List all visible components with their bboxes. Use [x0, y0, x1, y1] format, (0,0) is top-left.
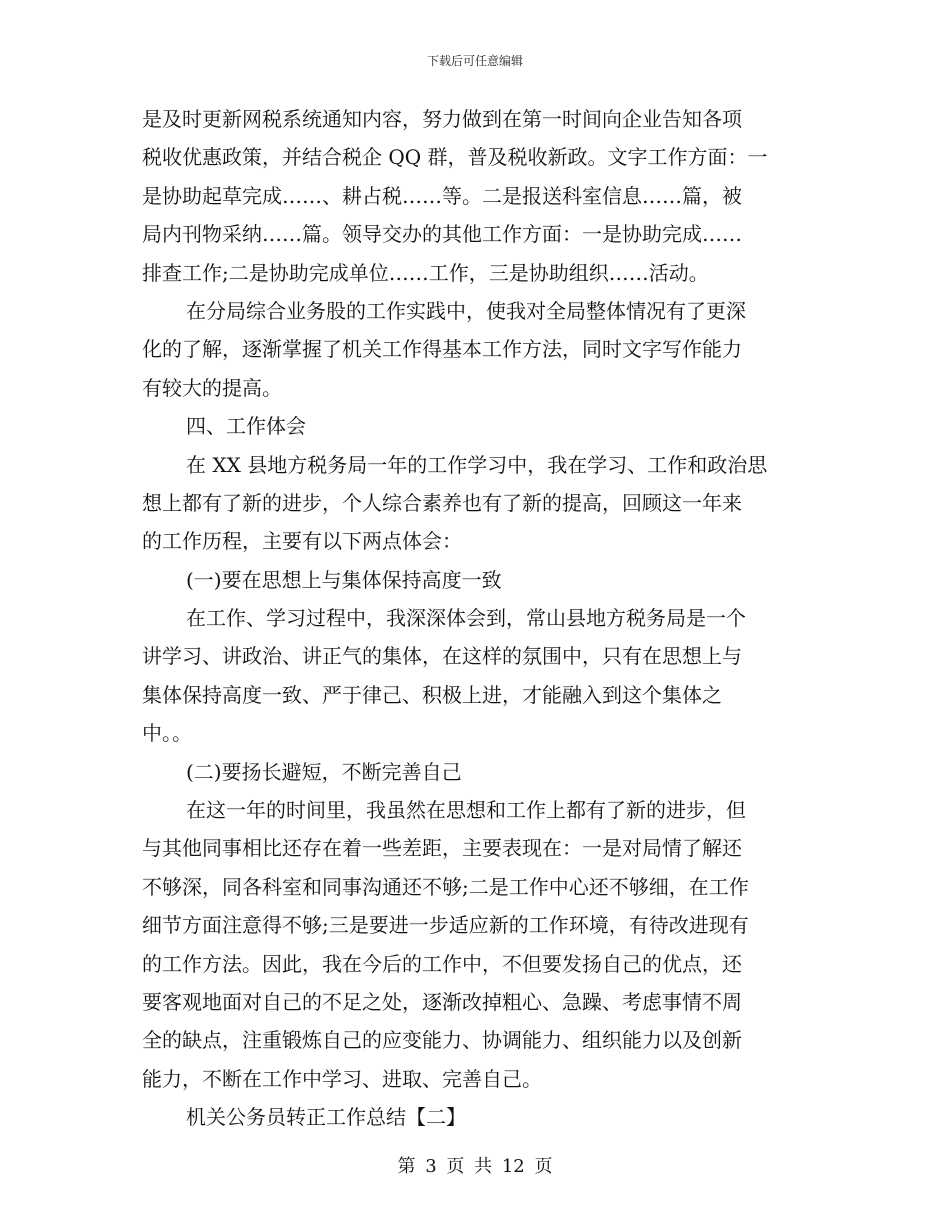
text-line: 排查工作;二是协助完成单位……工作，三是协助组织……活动。	[142, 260, 709, 285]
text-line: 的工作历程，主要有以下两点体会：	[142, 529, 462, 554]
text-line: 不够深，同各科室和同事沟通还不够;二是工作中心还不够细，在工作	[142, 874, 749, 899]
text-line: 集体保持高度一致、严于律己、积极上进，才能融入到这个集体之	[142, 682, 722, 707]
paragraph	[142, 1098, 810, 1136]
text-line: 要客观地面对自己的不足之处，逐渐改掉粗心、急躁、考虑事情不周	[142, 989, 742, 1014]
text-line: 在工作、学习过程中，我深深体会到，常山县地方税务局是一个	[186, 606, 746, 631]
text-line: 中。。	[142, 721, 192, 746]
paragraph	[142, 292, 810, 407]
text-line: 细节方面注意得不够;三是要进一步适应新的工作环境，有待改进现有	[142, 913, 749, 938]
paragraph	[142, 599, 810, 753]
text-line: 局内刊物采纳……篇。领导交办的其他工作方面：一是协助完成……	[142, 222, 742, 247]
text-line: (一)要在思想上与集体保持高度一致	[186, 567, 502, 592]
text-line: 化的了解，逐渐掌握了机关工作得基本工作方法，同时文字写作能力	[142, 337, 742, 362]
text-line: 机关公务员转正工作总结【二】	[186, 1105, 466, 1130]
paragraph	[142, 407, 810, 445]
text-line: 全的缺点，注重锻炼自己的应变能力、协调能力、组织能力以及创新	[142, 1028, 742, 1053]
text-line: 讲学习、讲政治、讲正气的集体，在这样的氛围中，只有在思想上与	[142, 644, 742, 669]
paragraph	[142, 561, 810, 599]
text-line: 是及时更新网税系统通知内容，努力做到在第一时间向企业告知各项	[142, 107, 742, 131]
text-line: 在这一年的时间里，我虽然在思想和工作上都有了新的进步，但	[186, 798, 746, 823]
page-header: 下载后可任意编辑	[426, 54, 523, 68]
text-line: 在分局综合业务股的工作实践中，使我对全局整体情况有了更深	[186, 298, 746, 323]
text-line: 是协助起草完成……、耕占税……等。二是报送科室信息……篇，被	[142, 183, 742, 208]
text-line: 想上都有了新的进步，个人综合素养也有了新的提高，回顾这一年来	[142, 490, 742, 515]
text-line: 与其他同事相比还存在着一些差距，主要表现在：一是对局情了解还	[142, 836, 742, 861]
paragraph	[142, 753, 810, 791]
text-line: 在 XX 县地方税务局一年的工作学习中，我在学习、工作和政治思	[186, 452, 768, 477]
text-line: 四、工作体会	[186, 414, 306, 439]
text-line: 能力，不断在工作中学习、进取、完善自己。	[142, 1066, 542, 1091]
text-line: 税收优惠政策，并结合税企 QQ 群，普及税收新政。文字工作方面：一	[142, 145, 768, 170]
paragraph	[142, 791, 810, 1098]
page-footer: 第 3 页 共 12 页	[397, 1156, 553, 1177]
paragraph	[142, 100, 810, 292]
document-body	[142, 100, 810, 1137]
text-line: (二)要扬长避短，不断完善自己	[186, 759, 462, 784]
text-line: 的工作方法。因此，我在今后的工作中，不但要发扬自己的优点，还	[142, 951, 742, 976]
text-line: 有较大的提高。	[142, 375, 282, 400]
paragraph	[142, 446, 810, 561]
